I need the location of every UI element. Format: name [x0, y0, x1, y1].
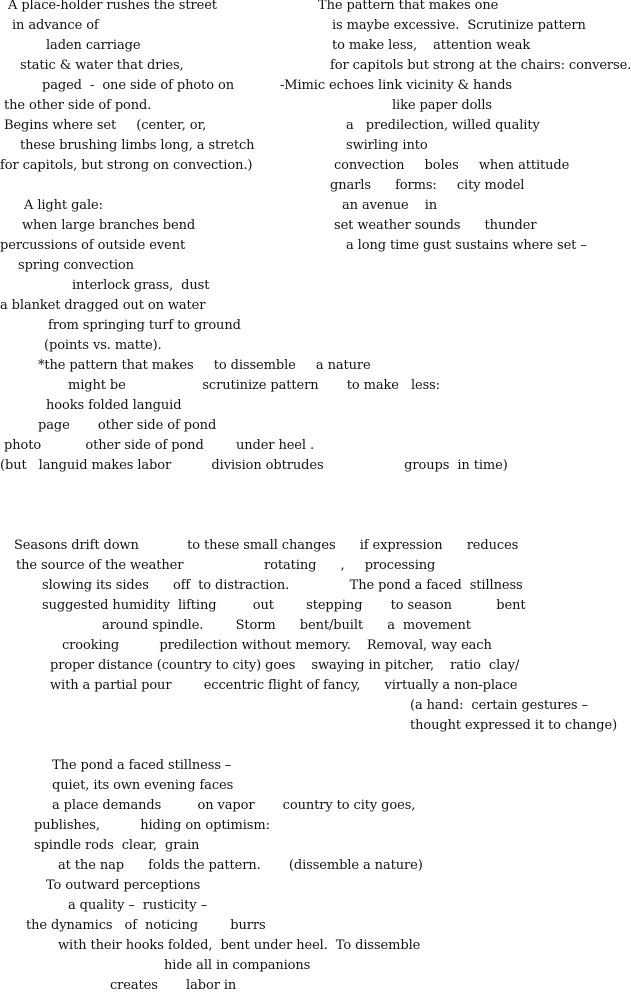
- poem-line: -Mimic echoes link vicinity & hands: [280, 78, 512, 93]
- poem-line: from springing turf to ground: [48, 318, 241, 333]
- poem-line: a quality – rusticity –: [68, 898, 207, 913]
- poem-line: for capitols, but strong on convection.): [0, 158, 253, 173]
- poem-line: interlock grass, dust: [72, 278, 210, 293]
- poem-line: The pattern that makes one: [318, 0, 499, 13]
- poem-line: suggested humidity lifting out stepping to season bent: [42, 598, 526, 613]
- poem-line: A place-holder rushes the street: [8, 0, 217, 13]
- poem-line: is maybe excessive. Scrutinize pattern: [332, 18, 586, 33]
- poem-line: page other side of pond: [38, 418, 217, 433]
- poem-line: Begins where set (center, or,: [4, 118, 207, 133]
- poem-line: quiet, its own evening faces: [52, 778, 234, 793]
- poem-line: with their hooks folded, bent under heel. To dissemble: [58, 938, 421, 953]
- poem-line: (a hand: certain gestures –: [410, 698, 588, 713]
- poem-line: these brushing limbs long, a stretch: [20, 138, 255, 153]
- poem-line: (but languid makes labor division obtrudes groups in time): [0, 458, 508, 473]
- poem-line: swirling into: [346, 138, 428, 153]
- poem-line: at the nap folds the pattern. (dissemble a nature): [58, 858, 423, 873]
- poem-line: percussions of outside event: [0, 238, 186, 253]
- poem-line: gnarls forms: city model: [330, 178, 525, 193]
- poem-line: publishes, hiding on optimism:: [34, 818, 270, 833]
- poem-line: around spindle. Storm bent/built a movement: [102, 618, 471, 633]
- poem-line: The pond a faced stillness –: [52, 758, 232, 773]
- poem-line: in advance of: [12, 18, 99, 33]
- poem-line: when large branches bend: [22, 218, 196, 233]
- poem-line: the dynamics of noticing burrs: [26, 918, 266, 933]
- poem-line: the other side of pond.: [4, 98, 152, 113]
- poem-line: like paper dolls: [392, 98, 492, 113]
- poem-line: *the pattern that makes to dissemble a nature: [38, 358, 371, 373]
- poem-line: the source of the weather rotating , processing: [16, 558, 436, 573]
- poem-line: set weather sounds thunder: [334, 218, 537, 233]
- poem-line: proper distance (country to city) goes swaying in pitcher, ratio clay/: [50, 658, 520, 673]
- poem-line: creates labor in: [110, 978, 237, 993]
- poem-line: slowing its sides off to distraction. The pond a faced stillness: [42, 578, 523, 593]
- poem-line: convection boles when attitude: [334, 158, 570, 173]
- poem-line: thought expressed it to change): [410, 718, 618, 733]
- poem-line: might be scrutinize pattern to make less:: [68, 378, 441, 393]
- poem-line: crooking predilection without memory. Removal, way each: [62, 638, 492, 653]
- poem-line: A light gale:: [24, 198, 103, 213]
- poem-line: for capitols but strong at the chairs: converse.: [330, 58, 631, 73]
- poem-line: with a partial pour eccentric flight of fancy, virtually a non-place: [50, 678, 518, 693]
- poem-line: to make less, attention weak: [332, 38, 531, 53]
- poem-line: paged - one side of photo on: [42, 78, 235, 93]
- poem-line: Seasons drift down to these small changes if expression reduces: [14, 538, 519, 553]
- poem-line: photo other side of pond under heel .: [4, 438, 315, 453]
- poem-line: a place demands on vapor country to city goes,: [52, 798, 416, 813]
- poem-line: spindle rods clear, grain: [34, 838, 200, 853]
- poem-line: a blanket dragged out on water: [0, 298, 206, 313]
- poem-line: a long time gust sustains where set –: [346, 238, 587, 253]
- poem-line: hide all in companions: [164, 958, 311, 973]
- poem-line: (points vs. matte).: [44, 338, 162, 353]
- poem-line: static & water that dries,: [20, 58, 184, 73]
- poem-line: an avenue in: [342, 198, 438, 213]
- poem-line: hooks folded languid: [46, 398, 182, 413]
- poem-line: To outward perceptions: [46, 878, 201, 893]
- poem-line: spring convection: [18, 258, 134, 273]
- poem-line: a predilection, willed quality: [346, 118, 540, 133]
- poem-line: laden carriage: [46, 38, 141, 53]
